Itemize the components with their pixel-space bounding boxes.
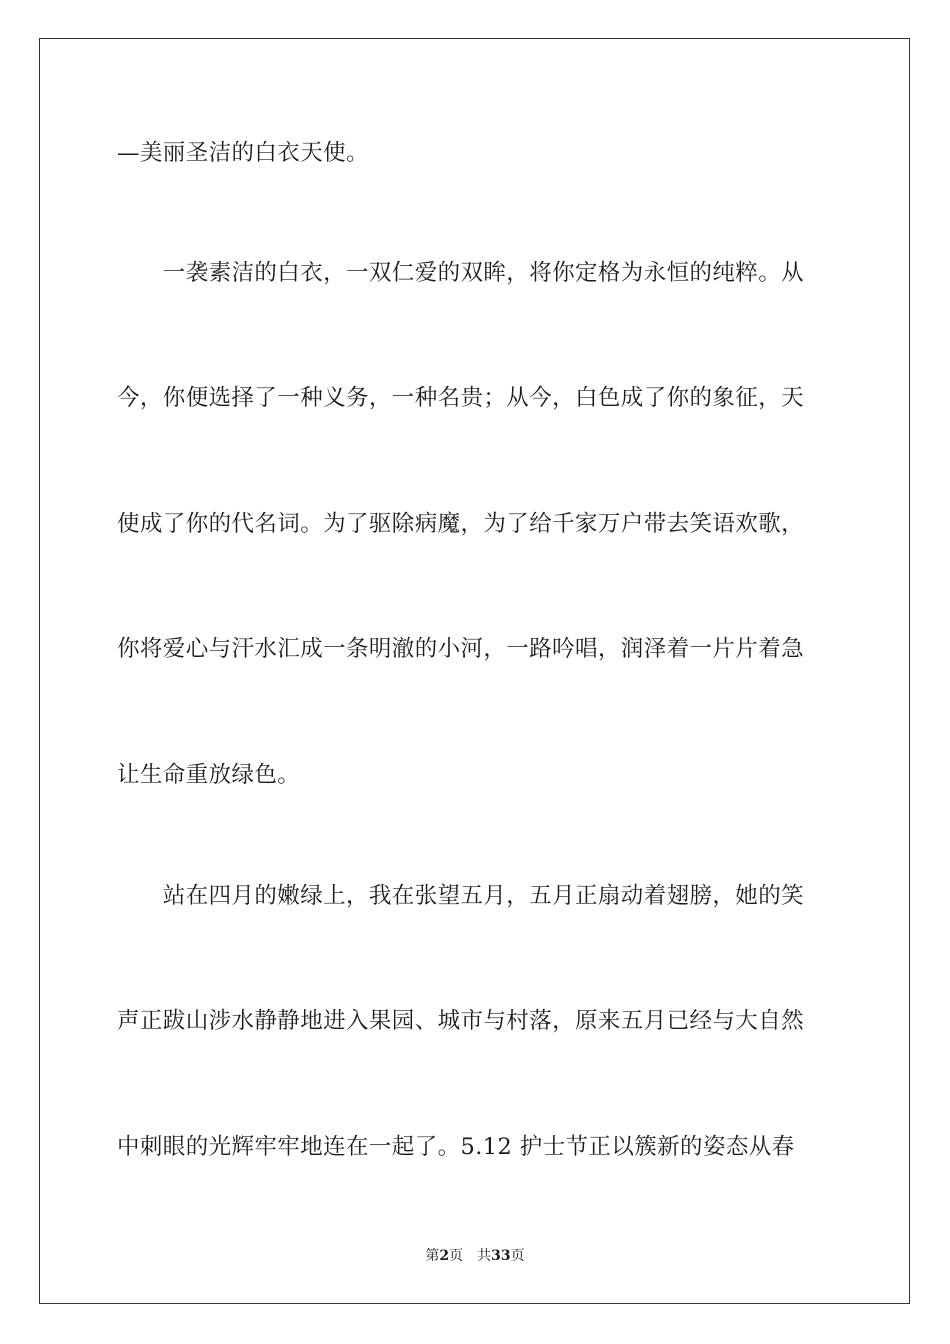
text-line: 你将爱心与汗水汇成一条明澈的小河，一路吟唱，润泽着一片片着急 bbox=[117, 636, 805, 662]
footer-page-suffix: 页 bbox=[449, 1248, 464, 1264]
text-line: 站在四月的嫩绿上，我在张望五月，五月正扇动着翅膀，她的笑 bbox=[117, 883, 805, 909]
text-line: 中刺眼的光辉牢牢地连在一起了。5.12 护士节正以簇新的姿态从春 bbox=[117, 1134, 795, 1160]
text-line: 让生命重放绿色。 bbox=[117, 762, 301, 788]
page-border bbox=[39, 38, 910, 1304]
text-line: 一袭素洁的白衣，一双仁爱的双眸，将你定格为永恒的纯粹。从 bbox=[117, 260, 805, 286]
footer-page-number: 2 bbox=[439, 1248, 450, 1264]
text-line: 使成了你的代名词。为了驱除病魔，为了给千家万户带去笑语欢歌， bbox=[117, 511, 805, 537]
footer-page-prefix: 第 bbox=[425, 1248, 440, 1264]
page-footer bbox=[0, 1246, 950, 1266]
text-line: 今，你便选择了一种义务，一种名贵；从今，白色成了你的象征，天 bbox=[117, 385, 805, 411]
footer-total-pages: 33 bbox=[491, 1248, 511, 1264]
footer-total-prefix: 共 bbox=[477, 1248, 492, 1264]
text-line: 声正跋山涉水静静地进入果园、城市与村落，原来五月已经与大自然 bbox=[117, 1008, 805, 1034]
text-line: —美丽圣洁的白衣天使。 bbox=[117, 140, 369, 166]
footer-total-suffix: 页 bbox=[510, 1248, 525, 1264]
